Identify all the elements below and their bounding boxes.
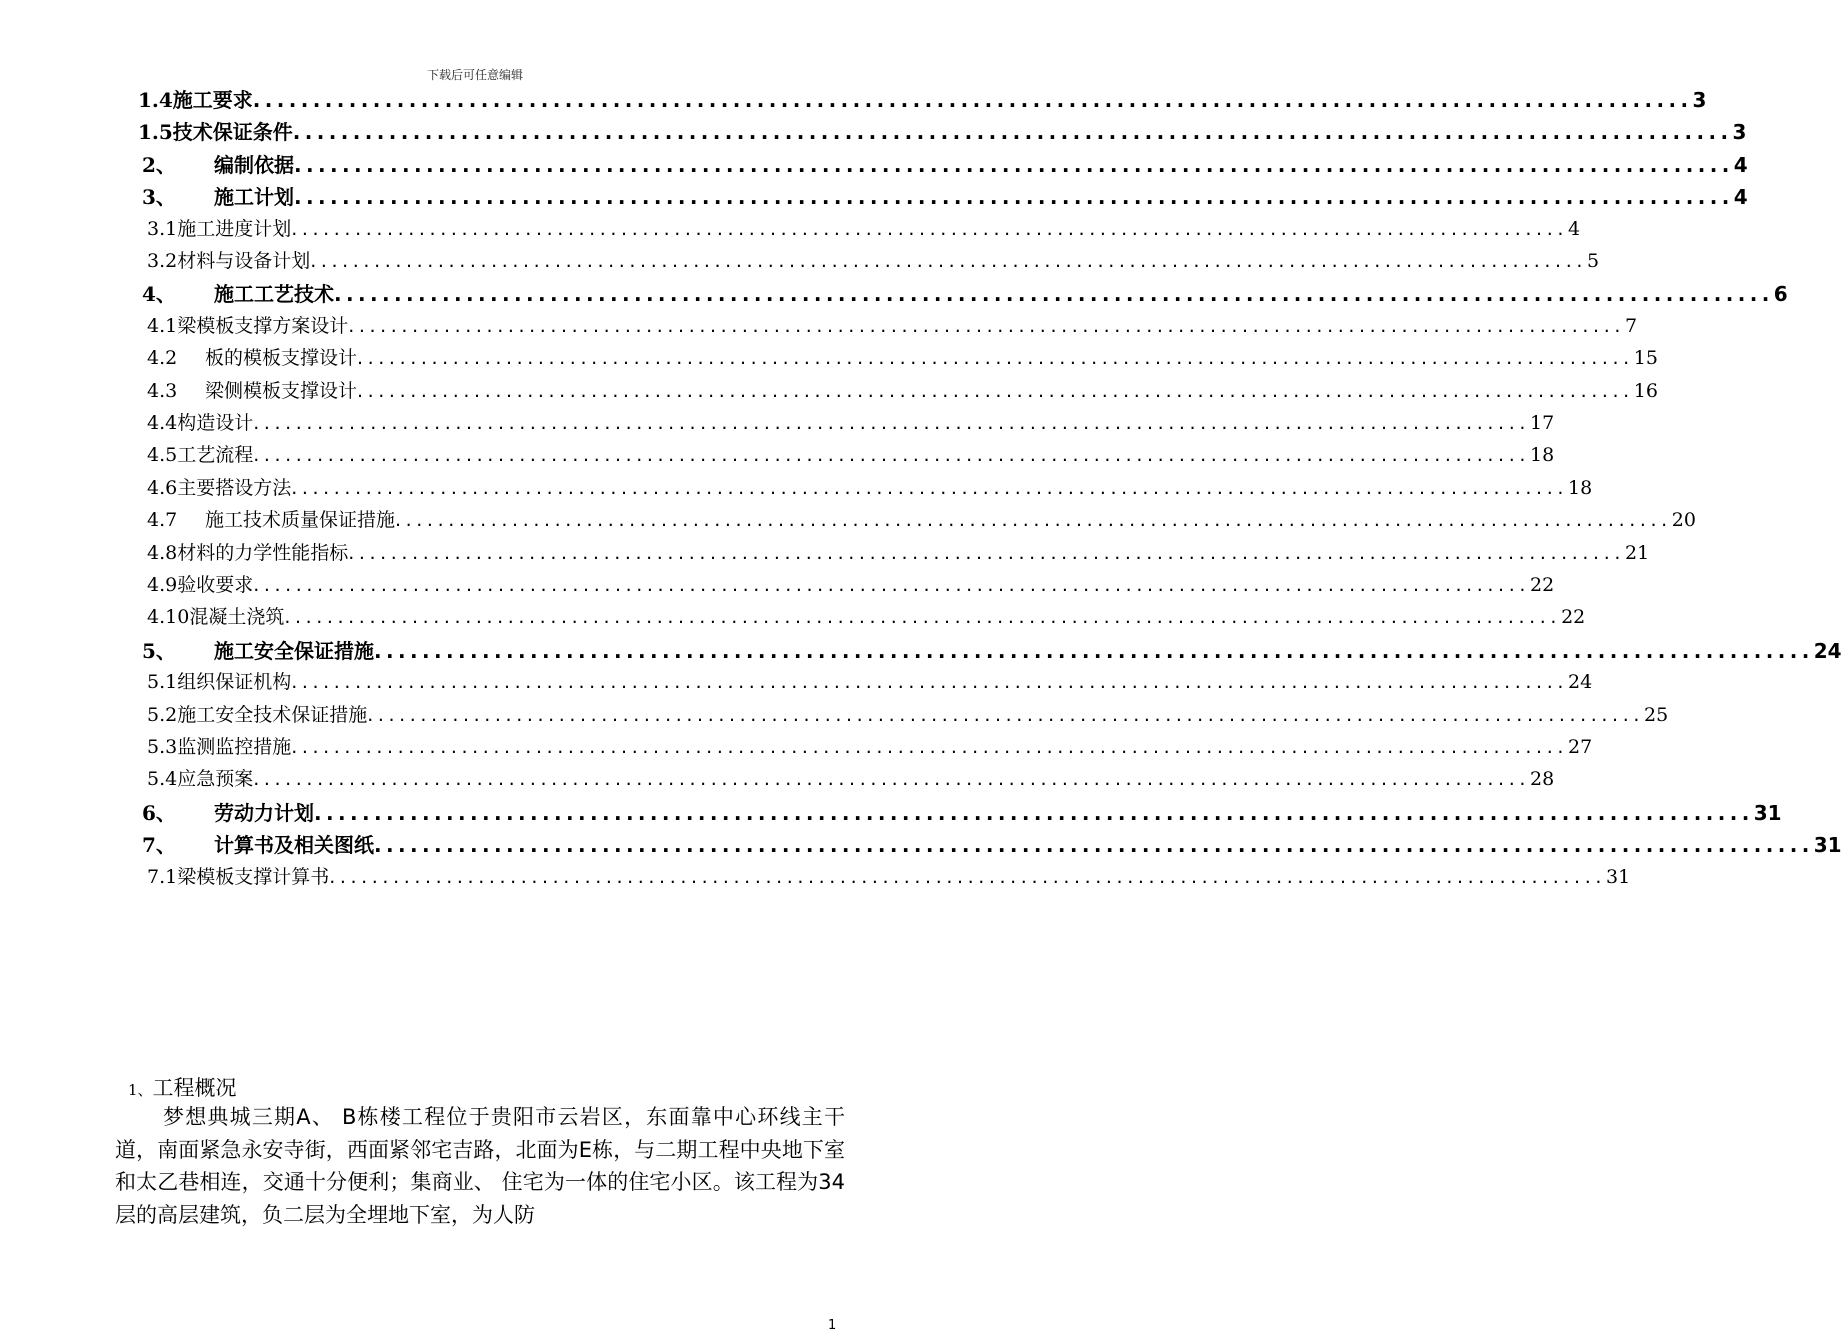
toc-leader-dots: ........................................................................................................................ bbox=[291, 476, 1568, 499]
toc-entry[interactable] bbox=[142, 181, 1748, 210]
toc-entry-title: 施工安全技术保证措施 bbox=[177, 703, 368, 726]
toc-leader-dots: ........................................................................................................................ bbox=[253, 412, 1530, 434]
toc-entry-title: 材料与设备计划 bbox=[177, 250, 311, 272]
toc-entry-title: 材料的力学性能指标 bbox=[177, 541, 349, 564]
toc-entry-page: 24 bbox=[1813, 638, 1842, 663]
toc-entry[interactable] bbox=[147, 700, 1669, 727]
toc-entry-label bbox=[147, 764, 253, 791]
toc-leader-dots: ........................................................................................................................ bbox=[348, 314, 1625, 337]
toc-entry-title: 编制依据 bbox=[214, 152, 294, 177]
toc-entry-label bbox=[147, 214, 291, 241]
toc-entry-page: 15 bbox=[1633, 347, 1658, 370]
toc-entry-label bbox=[142, 278, 334, 307]
toc-entry-title: 组织保证机构 bbox=[177, 671, 292, 694]
toc-entry-number: 3.1 bbox=[147, 217, 178, 240]
toc-entry-number: 4.5 bbox=[147, 444, 178, 467]
toc-entry-number: 7、 bbox=[142, 833, 176, 858]
toc-entry-label bbox=[142, 635, 374, 664]
toc-entry-number: 4.1 bbox=[147, 314, 178, 337]
toc-entry-label bbox=[138, 84, 253, 113]
toc-entry-number: 4.9 bbox=[147, 574, 178, 596]
toc-entry[interactable] bbox=[147, 570, 1555, 597]
toc-entry-number: 4、 bbox=[142, 282, 176, 307]
toc-leader-dots: ........................................................................................................................ bbox=[357, 379, 1634, 402]
toc-entry[interactable] bbox=[147, 505, 1696, 532]
toc-entry-number: 4.2 bbox=[147, 347, 178, 370]
toc-leader-dots: ........................................................................................................................ bbox=[253, 574, 1530, 596]
toc-entry-page: 22 bbox=[1529, 574, 1555, 596]
toc-entry-number: 1.4 bbox=[138, 88, 173, 112]
toc-entry-page: 3 bbox=[1692, 88, 1707, 112]
section-title: 工程概况 bbox=[152, 1076, 237, 1100]
toc-entry-title: 计算书及相关图纸 bbox=[214, 833, 374, 858]
toc-entry-title: 验收要求 bbox=[177, 574, 254, 596]
toc-entry-number: 7.1 bbox=[147, 865, 178, 888]
toc-entry-title: 施工工艺技术 bbox=[214, 282, 334, 307]
toc-entry-label bbox=[147, 667, 291, 694]
toc-entry-title: 工艺流程 bbox=[177, 444, 254, 467]
toc-entry-label bbox=[147, 570, 253, 597]
toc-entry-title: 主要搭设方法 bbox=[177, 476, 292, 499]
toc-entry-label bbox=[142, 797, 314, 826]
toc-leader-dots: ........................................................................................................................ bbox=[310, 250, 1587, 272]
toc-entry-page: 17 bbox=[1529, 412, 1555, 434]
toc-entry-number: 5.3 bbox=[147, 736, 178, 758]
toc-entry-label bbox=[147, 538, 348, 565]
toc-entry-label bbox=[147, 246, 310, 273]
toc-entry-page: 7 bbox=[1624, 314, 1638, 337]
toc-entry[interactable] bbox=[147, 732, 1593, 759]
toc-entry[interactable] bbox=[138, 84, 1707, 113]
toc-entry-label bbox=[147, 408, 253, 435]
toc-entry-page: 6 bbox=[1773, 282, 1788, 307]
toc-entry-title: 施工要求 bbox=[172, 88, 253, 112]
toc-leader-dots: ........................................................................................................................ bbox=[253, 444, 1530, 467]
toc-entry-number: 1.5 bbox=[138, 120, 173, 145]
toc-entry-page: 28 bbox=[1529, 768, 1555, 791]
toc-leader-dots: ........................................................................................................................ bbox=[291, 671, 1568, 694]
toc-entry[interactable] bbox=[147, 376, 1658, 403]
toc-entry-number: 3.2 bbox=[147, 250, 178, 272]
toc-entry[interactable] bbox=[142, 635, 1842, 664]
toc-entry-label bbox=[147, 700, 367, 727]
toc-entry[interactable] bbox=[147, 408, 1555, 435]
toc-entry-number: 4.8 bbox=[147, 541, 178, 564]
toc-leader-dots: ........................................................................................................................ bbox=[253, 768, 1530, 791]
toc-entry[interactable] bbox=[142, 829, 1842, 858]
toc-entry-page: 20 bbox=[1671, 509, 1696, 532]
toc-entry-label bbox=[147, 602, 284, 629]
toc-leader-dots: ........................................................................................................................ bbox=[292, 120, 1733, 145]
toc-leader-dots: ........................................................................................................................ bbox=[367, 703, 1644, 726]
toc-entry-title: 应急预案 bbox=[177, 768, 254, 791]
toc-leader-dots: ........................................................................................................................ bbox=[374, 833, 1814, 858]
toc-entry-page: 22 bbox=[1561, 606, 1586, 629]
toc-entry-label bbox=[142, 149, 294, 178]
toc-entry[interactable] bbox=[142, 278, 1788, 307]
toc-entry-number: 4.3 bbox=[147, 379, 178, 402]
toc-entry[interactable] bbox=[147, 214, 1581, 241]
toc-entry-title: 监测监控措施 bbox=[177, 736, 292, 758]
toc-entry-page: 18 bbox=[1567, 476, 1593, 499]
toc-entry-label bbox=[147, 440, 253, 467]
toc-entry-page: 4 bbox=[1567, 217, 1581, 240]
toc-entry[interactable] bbox=[147, 311, 1638, 338]
toc-entry-number: 5、 bbox=[142, 638, 176, 663]
toc-entry-number: 2、 bbox=[142, 152, 176, 177]
toc-leader-dots: ........................................................................................................................ bbox=[329, 865, 1606, 888]
toc-entry-title: 板的模板支撑设计 bbox=[205, 347, 358, 370]
toc-entry[interactable] bbox=[147, 667, 1593, 694]
toc-entry-label bbox=[138, 116, 293, 145]
toc-entry-number: 4.7 bbox=[147, 509, 178, 532]
toc-entry-number: 5.2 bbox=[147, 703, 178, 726]
toc-leader-dots: ........................................................................................................................ bbox=[348, 541, 1625, 564]
toc-entry-label bbox=[142, 181, 294, 210]
toc-entry-title: 劳动力计划 bbox=[214, 800, 314, 825]
toc-leader-dots: ........................................................................................................................ bbox=[314, 800, 1754, 825]
toc-entry[interactable] bbox=[147, 538, 1650, 565]
toc-entry[interactable] bbox=[147, 246, 1600, 273]
toc-leader-dots: ........................................................................................................................ bbox=[291, 217, 1568, 240]
toc-entry[interactable] bbox=[147, 862, 1631, 889]
toc-leader-dots: ........................................................................................................................ bbox=[395, 509, 1672, 532]
toc-entry[interactable] bbox=[142, 797, 1782, 826]
toc-entry-page: 25 bbox=[1643, 703, 1669, 726]
toc-entry[interactable] bbox=[147, 602, 1586, 629]
page-number: 1 bbox=[828, 1318, 837, 1333]
toc-entry-number: 4.10 bbox=[147, 606, 190, 629]
toc-leader-dots: ........................................................................................................................ bbox=[291, 736, 1568, 758]
toc-entry-title: 施工进度计划 bbox=[177, 217, 292, 240]
toc-entry-number: 4.4 bbox=[147, 412, 178, 434]
toc-entry-number: 4.6 bbox=[147, 476, 178, 499]
toc-entry[interactable] bbox=[147, 764, 1555, 791]
toc-entry-number: 5.1 bbox=[147, 671, 178, 694]
toc-entry-page: 16 bbox=[1633, 379, 1658, 402]
toc-entry-page: 4 bbox=[1733, 185, 1748, 210]
section-heading bbox=[128, 1072, 237, 1102]
section-number: 1、 bbox=[128, 1081, 153, 1099]
toc-entry-title: 梁侧模板支撑设计 bbox=[205, 379, 358, 402]
toc-entry-number: 3、 bbox=[142, 185, 176, 210]
toc-entry-title: 施工计划 bbox=[214, 185, 294, 210]
toc-entry-page: 31 bbox=[1605, 865, 1631, 888]
toc-entry-label bbox=[147, 732, 291, 759]
toc-entry-title: 施工技术质量保证措施 bbox=[205, 509, 396, 532]
toc-entry-label bbox=[142, 829, 374, 858]
toc-entry-title: 梁模板支撑方案设计 bbox=[177, 314, 349, 337]
toc-entry-title: 梁模板支撑计算书 bbox=[177, 865, 330, 888]
toc-leader-dots: ........................................................................................................................ bbox=[357, 347, 1634, 370]
toc-entry[interactable] bbox=[147, 473, 1593, 500]
toc-entry-page: 27 bbox=[1567, 736, 1593, 758]
body-paragraph: 梦想典城三期A、 B栋楼工程位于贵阳市云岩区，东面靠中心环线主干道，南面紧急永安寺街，西面紧邻宅吉路，北面为E栋，与二期工程中央地下室和太乙巷相连，交通十分便利；集商业、 住宅为一体的住宅小区。该工程为34层的高层建筑，负二层为全埋地下室，为人防 bbox=[115, 1105, 845, 1227]
toc-entry-page: 3 bbox=[1732, 120, 1747, 145]
toc-entry-page: 31 bbox=[1813, 833, 1842, 858]
toc-entry-label bbox=[147, 473, 291, 500]
toc-leader-dots: ........................................................................................................................ bbox=[294, 185, 1734, 210]
toc-entry-title: 施工安全保证措施 bbox=[214, 638, 374, 663]
toc-leader-dots: ........................................................................................................................ bbox=[252, 88, 1693, 112]
toc-entry-title: 技术保证条件 bbox=[172, 120, 293, 145]
toc-leader-dots: ........................................................................................................................ bbox=[294, 152, 1734, 177]
toc-entry-page: 4 bbox=[1733, 152, 1748, 177]
toc-entry-label bbox=[147, 343, 357, 370]
toc-entry-label bbox=[147, 862, 329, 889]
toc-entry-page: 5 bbox=[1586, 250, 1600, 272]
toc-entry-label bbox=[147, 376, 357, 403]
toc-entry-title: 混凝土浇筑 bbox=[189, 606, 285, 629]
toc-entry-page: 24 bbox=[1567, 671, 1593, 694]
toc-entry[interactable] bbox=[147, 440, 1555, 467]
toc-entry-label bbox=[147, 505, 395, 532]
toc-entry-page: 21 bbox=[1624, 541, 1650, 564]
toc-entry[interactable] bbox=[138, 116, 1747, 145]
page-header: 下载后可任意编辑 bbox=[426, 68, 523, 82]
toc-entry-number: 6、 bbox=[142, 800, 176, 825]
toc-entry-number: 5.4 bbox=[147, 768, 178, 791]
toc-entry-page: 18 bbox=[1529, 444, 1555, 467]
toc-entry-title: 构造设计 bbox=[177, 412, 254, 434]
toc-leader-dots: ........................................................................................................................ bbox=[374, 638, 1814, 663]
toc-leader-dots: ........................................................................................................................ bbox=[284, 606, 1562, 629]
toc-entry[interactable] bbox=[142, 149, 1748, 178]
toc-entry[interactable] bbox=[147, 343, 1658, 370]
toc-entry-label bbox=[147, 311, 348, 338]
toc-leader-dots: ........................................................................................................................ bbox=[334, 282, 1774, 307]
toc-entry-page: 31 bbox=[1753, 800, 1782, 825]
